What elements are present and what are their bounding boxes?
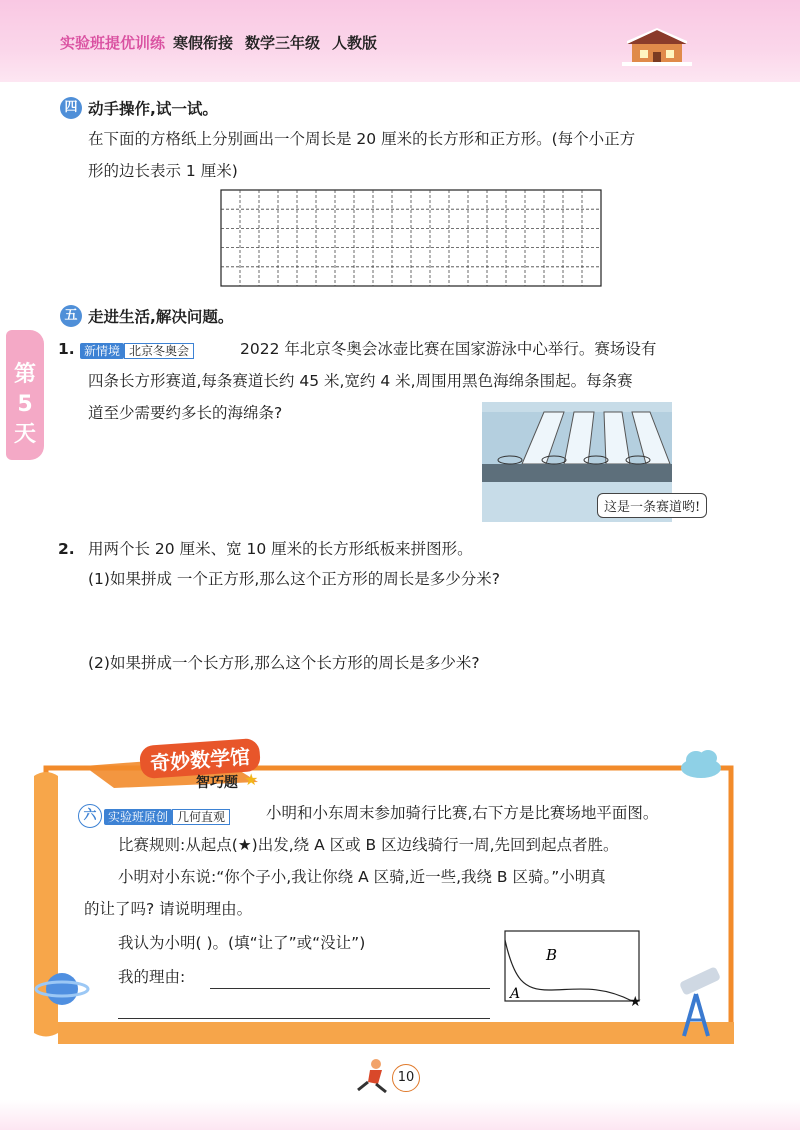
skater-icon — [352, 1056, 392, 1096]
fun-line-3: 小明对小东说:“你个子小,我让你绕 A 区骑,近一些,我绕 B 区骑。”小明真 — [118, 868, 606, 886]
question-2-number: 2. — [58, 540, 75, 558]
question-1-line-3: 道至少需要约多长的海绵条? — [88, 404, 283, 422]
day-label-2: 5 — [17, 392, 33, 417]
fun-line-2: 比赛规则:从起点(★)出发,绕 A 区或 B 区边线骑行一周,先回到起点者胜。 — [118, 836, 619, 854]
telescope-icon — [666, 964, 726, 1040]
cloud-icon — [676, 742, 726, 782]
tag-new-context: 新情境 — [80, 343, 124, 359]
header-item-1: 寒假衔接 — [173, 34, 234, 52]
fun-box-banner: 奇妙数学馆 — [139, 738, 261, 779]
question-1-tags — [80, 340, 194, 359]
day-label-3: 天 — [13, 422, 36, 447]
tag-olympics: 北京冬奥会 — [124, 343, 194, 359]
section-6-tags — [104, 806, 230, 825]
start-star-icon: ★ — [629, 994, 642, 1006]
tag-original: 实验班原创 — [104, 809, 172, 825]
day-side-tab — [6, 330, 44, 460]
question-1-number: 1. — [58, 340, 75, 358]
section-4-title: 动手操作,试一试。 — [88, 100, 218, 118]
section-4-badge: 四 — [60, 97, 82, 119]
reason-line-2[interactable] — [118, 1018, 490, 1019]
fun-box-subtitle: 智巧题 — [196, 775, 238, 791]
question-1-line-1: 2022 年北京冬奥会冰壶比赛在国家游泳中心举行。赛场设有 — [240, 340, 657, 358]
rink-speech-bubble: 这是一条赛道哟! — [597, 493, 707, 518]
field-label-b: B — [546, 946, 558, 964]
answer-line: 我认为小明( )。(填“让了”或“没让”) — [118, 934, 366, 952]
section-6-badge: 六 — [78, 804, 102, 828]
race-field-diagram — [504, 930, 644, 1006]
reason-line-1[interactable] — [210, 988, 490, 989]
grid-paper — [220, 189, 602, 287]
reason-label: 我的理由: — [118, 968, 186, 986]
fun-line-1: 小明和小东周末参加骑行比赛,右下方是比赛场地平面图。 — [266, 804, 659, 822]
section-5-title: 走进生活,解决问题。 — [88, 308, 234, 326]
brand-name: 实验班提优训练 — [60, 34, 166, 52]
field-label-a: A — [510, 986, 521, 1002]
header-text — [60, 32, 389, 53]
fun-line-4: 的让了吗? 请说明理由。 — [84, 900, 253, 918]
section-5-badge: 五 — [60, 305, 82, 327]
section-4-text-1: 在下面的方格纸上分别画出一个周长是 20 厘米的长方形和正方形。(每个小正方 — [88, 130, 636, 148]
header-item-2: 数学三年级 — [245, 34, 321, 52]
header-item-3: 人教版 — [332, 34, 378, 52]
day-label-1: 第 — [13, 362, 36, 387]
star-icon: ★ — [244, 770, 259, 789]
page-footer — [0, 1100, 800, 1130]
question-2-sub-1: (1)如果拼成 一个正方形,那么这个正方形的周长是多少分米? — [88, 570, 501, 588]
question-1-line-2: 四条长方形赛道,每条赛道长约 45 米,宽约 4 米,周围用黑色海绵条围起。每条赛 — [88, 372, 633, 390]
house-illustration — [622, 26, 692, 66]
tag-geometry: 几何直观 — [172, 809, 230, 825]
question-2-sub-2: (2)如果拼成一个长方形,那么这个长方形的周长是多少米? — [88, 654, 480, 672]
question-2-line-1: 用两个长 20 厘米、宽 10 厘米的长方形纸板来拼图形。 — [88, 540, 473, 558]
planet-icon — [34, 964, 90, 1014]
section-4-text-2: 形的边长表示 1 厘米) — [88, 162, 238, 180]
page-number: 10 — [392, 1064, 420, 1092]
